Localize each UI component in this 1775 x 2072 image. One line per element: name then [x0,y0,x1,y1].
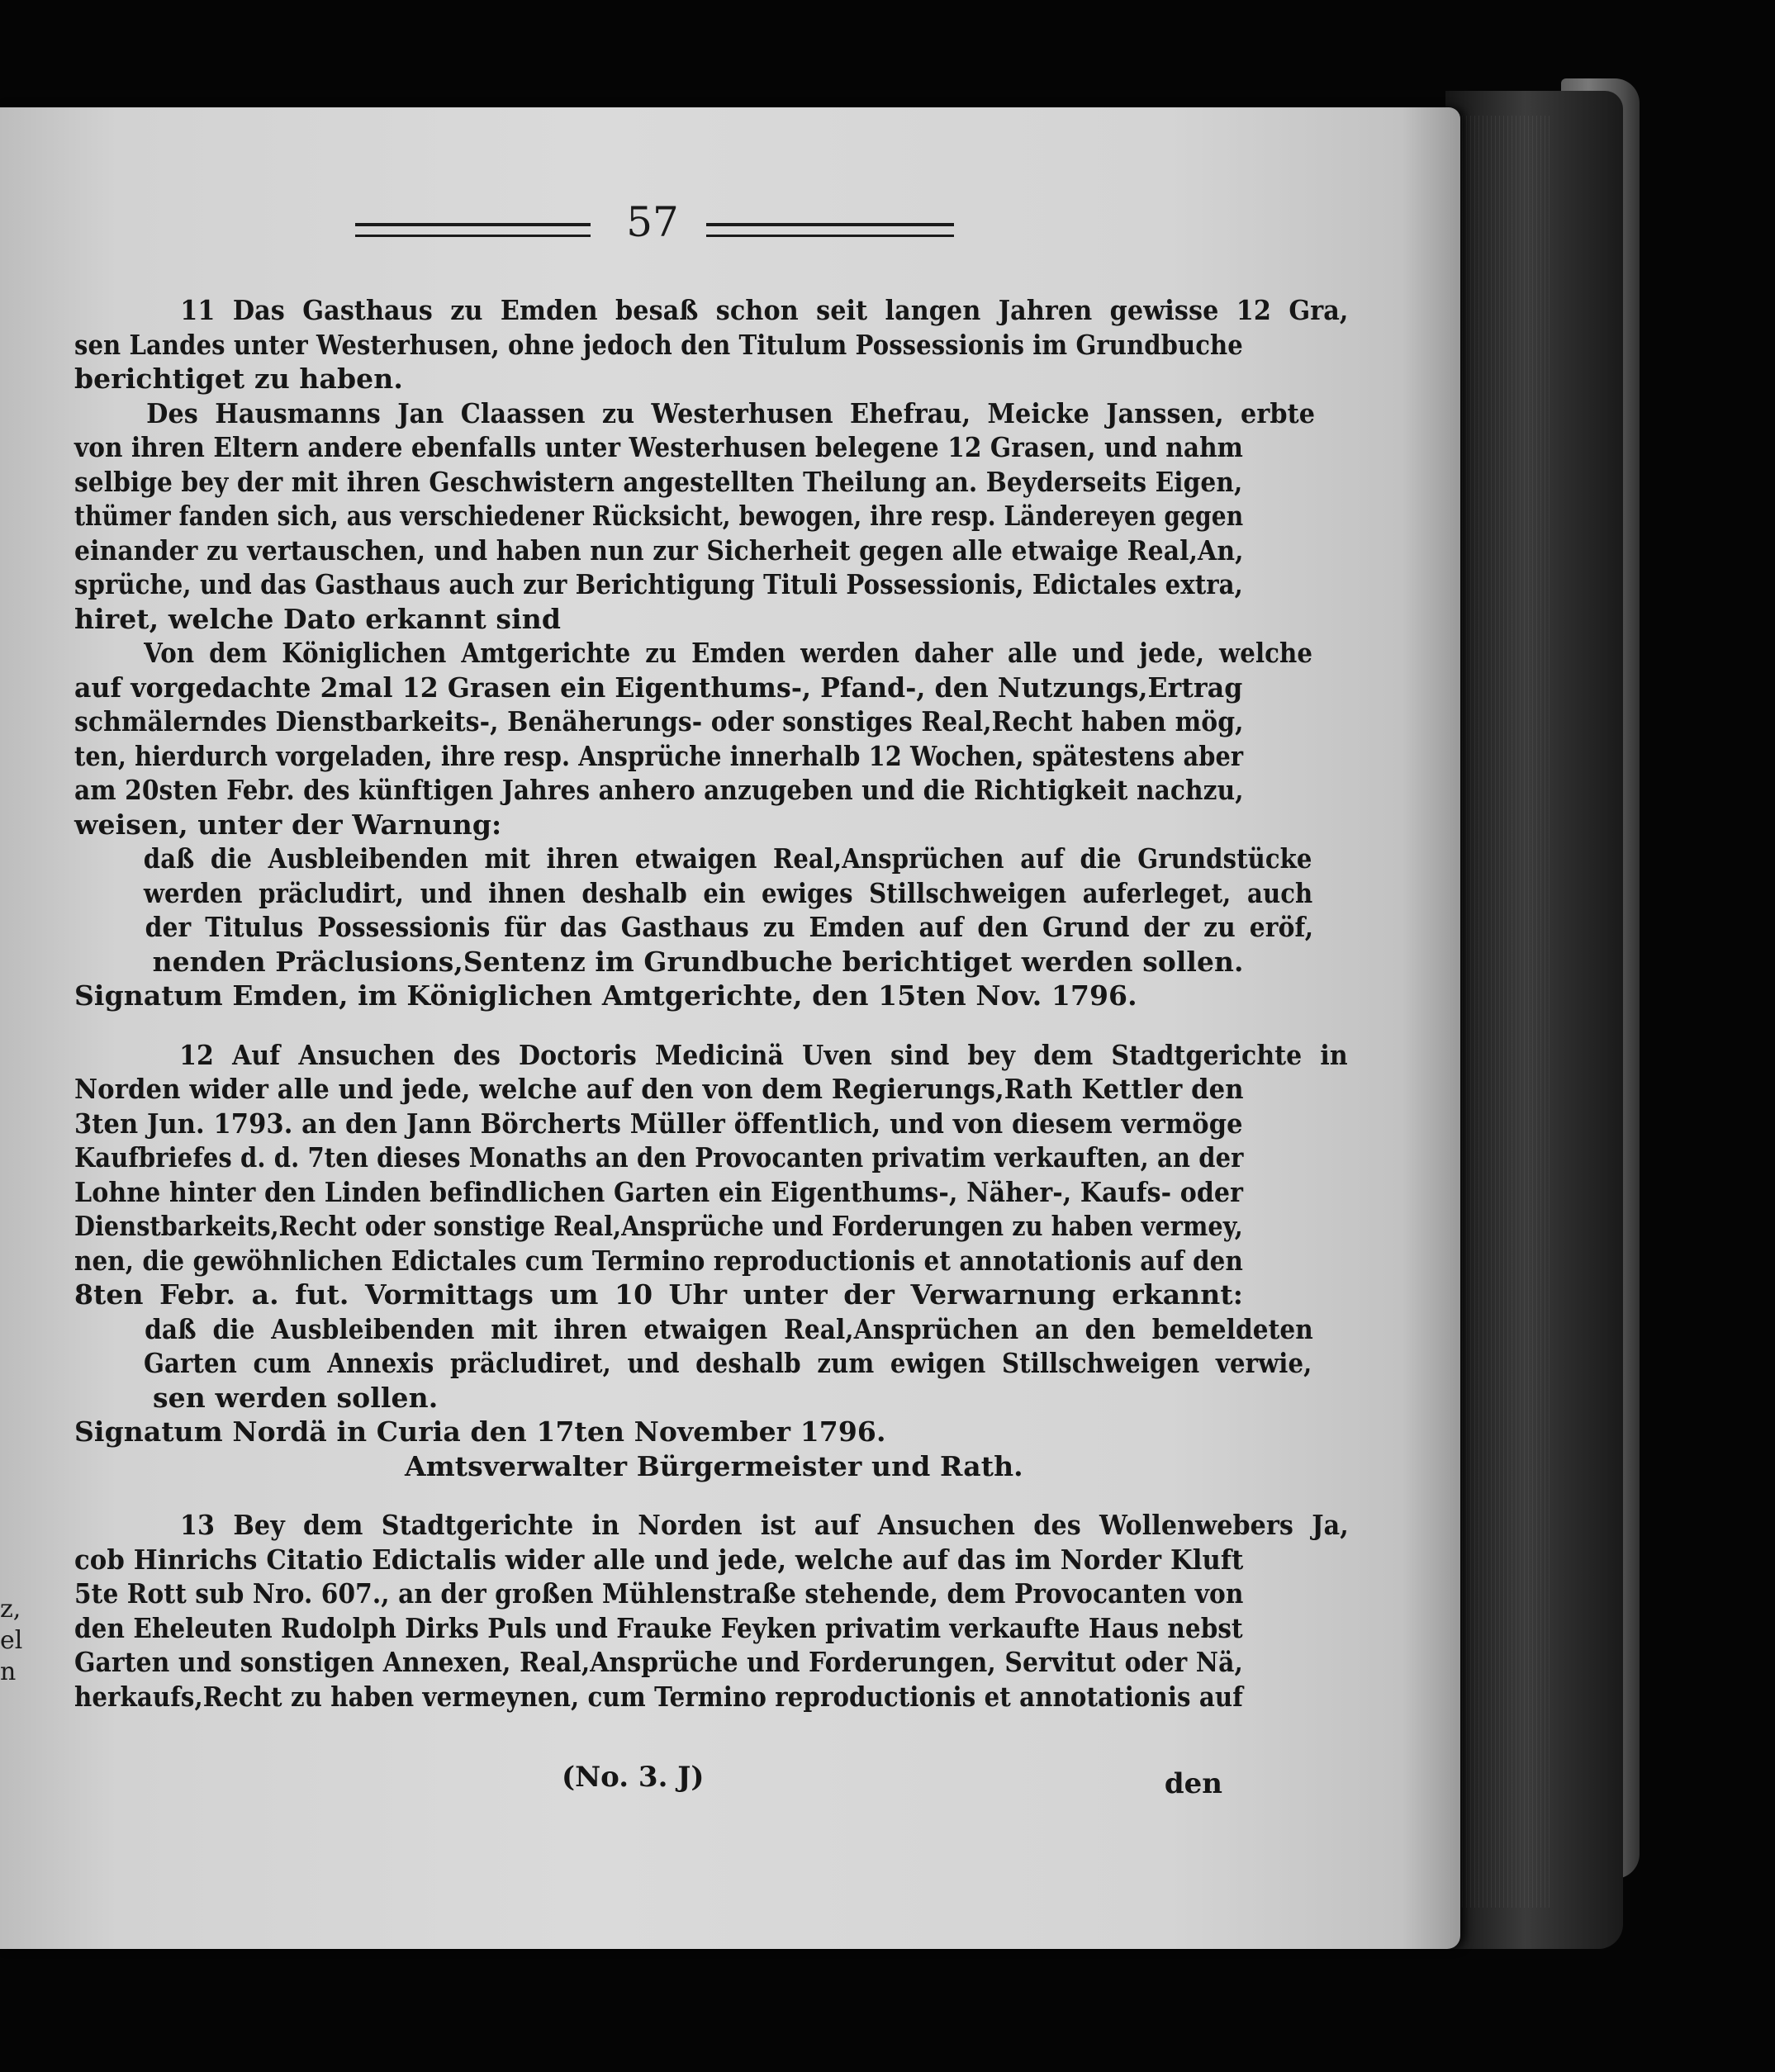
text-line: Dienstbarkeits,Recht oder sonstige Real,Ansprüche und Forderungen zu haben vermey, [74,1210,1243,1242]
text-line: sprüche, und das Gasthaus auch zur Berichtigung Tituli Possessionis, Edictales extra, [74,568,1243,600]
text-line: von ihren Eltern andere ebenfalls unter Westerhusen belegene 12 Grasen, und nahm [74,431,1243,463]
text-line: 8ten Febr. a. fut. Vormittags um 10 Uhr unter der Verwarnung erkannt: [74,1278,1243,1311]
text-line: cob Hinrichs Citatio Edictalis wider alle und jede, welche auf das im Norder Kluft [74,1543,1244,1576]
text-line: 11 Das Gasthaus zu Emden besaß schon seit langen Jahren gewisse 12 Gra, [180,294,1349,326]
text-line: thümer fanden sich, aus verschiedener Rücksicht, bewogen, ihre resp. Ländereyen gegen [74,500,1244,532]
text-line: sen Landes unter Westerhusen, ohne jedoch den Titulum Possessionis im Grundbuche [74,328,1243,361]
text-line: einander zu vertauschen, und haben nun zur Sicherheit gegen alle etwaige Real,An, [74,533,1244,567]
header-rule-right [706,223,954,237]
margin-fragment: n [0,1657,17,1686]
text-line: werden präcludirt, und ihnen deshalb ein ewiges Stillschweigen auferleget, auch [143,876,1313,909]
text-line: nen, die gewöhnlichen Edictales cum Termino reproductionis et annotationis auf den [74,1244,1243,1277]
text-line: 3ten Jun. 1793. an den Jann Börcherts Müller öffentlich, und von diesem vermöge [74,1107,1243,1140]
margin-fragment: z, [0,1595,21,1624]
text-line: den Eheleuten Rudolph Dirks Puls und Frauke Feyken privatim verkaufte Haus nebst [74,1611,1243,1644]
page-edge-texture [1454,116,1553,1908]
text-line: schmälerndes Dienstbarkeits-, Benäherungs- oder sonstiges Real,Recht haben mög, [74,705,1244,737]
text-line: 13 Bey dem Stadtgerichte in Norden ist auf Ansuchen des Wollenwebers Ja, [179,1509,1349,1541]
margin-fragment: el [0,1626,23,1655]
text-line: weisen, unter der Warnung: [74,808,502,841]
text-line: Von dem Königlichen Amtgerichte zu Emden werden daher alle und jede, welche [144,637,1313,669]
text-line: Kaufbriefes d. d. 7ten dieses Monaths an den Provocanten privatim verkauften, an der [74,1141,1244,1174]
text-line: Signatum Nordä in Curia den 17ten November 1796. [74,1415,886,1448]
text-line: Des Hausmanns Jan Claassen zu Westerhusen Ehefrau, Meicke Janssen, erbte [146,396,1316,429]
text-line: am 20sten Febr. des künftigen Jahres anhero anzugeben und die Richtigkeit nachzu, [74,774,1244,806]
text-line: 12 Auf Ansuchen des Doctoris Medicinä Uven sind bey dem Stadtgerichte in [179,1038,1348,1071]
left-margin-fragments [0,1594,23,1688]
text-line: Signatum Emden, im Königlichen Amtgerichte, den 15ten Nov. 1796. [74,979,1137,1012]
text-line: Amtsverwalter Bürgermeister und Rath. [405,1449,1023,1482]
header-rule-left [355,223,591,237]
text-line: 5te Rott sub Nro. 607., an der großen Mühlenstraße stehende, dem Provocanten von [74,1577,1244,1610]
main-text-block [74,293,1349,1714]
text-line: ten, hierdurch vorgeladen, ihre resp. Ansprüche innerhalb 12 Wochen, spätestens aber [74,739,1244,772]
text-line: der Titulus Possessionis für das Gasthaus zu Emden auf den Grund der zu eröf, [145,911,1314,943]
text-line: berichtiget zu haben. [74,363,403,395]
text-line: hiret, welche Dato erkannt sind [74,602,562,635]
text-line: sen werden sollen. [153,1381,439,1414]
text-line: herkaufs,Recht zu haben vermeynen, cum Termino reproductionis et annotationis auf [74,1680,1243,1713]
paragraph-gap [74,1013,1243,1038]
text-line: daß die Ausbleibenden mit ihren etwaigen Real,Ansprüchen auf die Grundstücke [143,842,1312,875]
catchword: den [1164,1767,1222,1800]
text-line: Lohne hinter den Linden befindlichen Garten ein Eigenthums-, Näher-, Kaufs- oder [74,1175,1244,1208]
text-line: Garten und sonstigen Annexen, Real,Ansprüche und Forderungen, Servitut oder Nä, [74,1646,1244,1678]
page-header [355,198,958,256]
text-line: selbige bey der mit ihren Geschwistern angestellten Theilung an. Beyderseits Eigen, [74,465,1243,498]
text-line: daß die Ausbleibenden mit ihren etwaigen Real,Ansprüchen an den bemeldeten [145,1312,1313,1345]
page-number: 57 [626,198,679,246]
text-line: nenden Präclusions,Sentenz im Grundbuche berichtiget werden sollen. [152,945,1244,978]
text-line: auf vorgedachte 2mal 12 Grasen ein Eigenthums-, Pfand-, den Nutzungs,Ertrag [74,671,1243,704]
paragraph-gap [74,1483,1243,1508]
text-line: Norden wider alle und jede, welche auf den von dem Regierungs,Rath Kettler den [74,1073,1244,1105]
text-line: Garten cum Annexis präcludiret, und deshalb zum ewigen Stillschweigen verwie, [143,1347,1312,1379]
signature-mark: (No. 3. J) [562,1761,705,1794]
page-footer [562,1761,1222,1802]
